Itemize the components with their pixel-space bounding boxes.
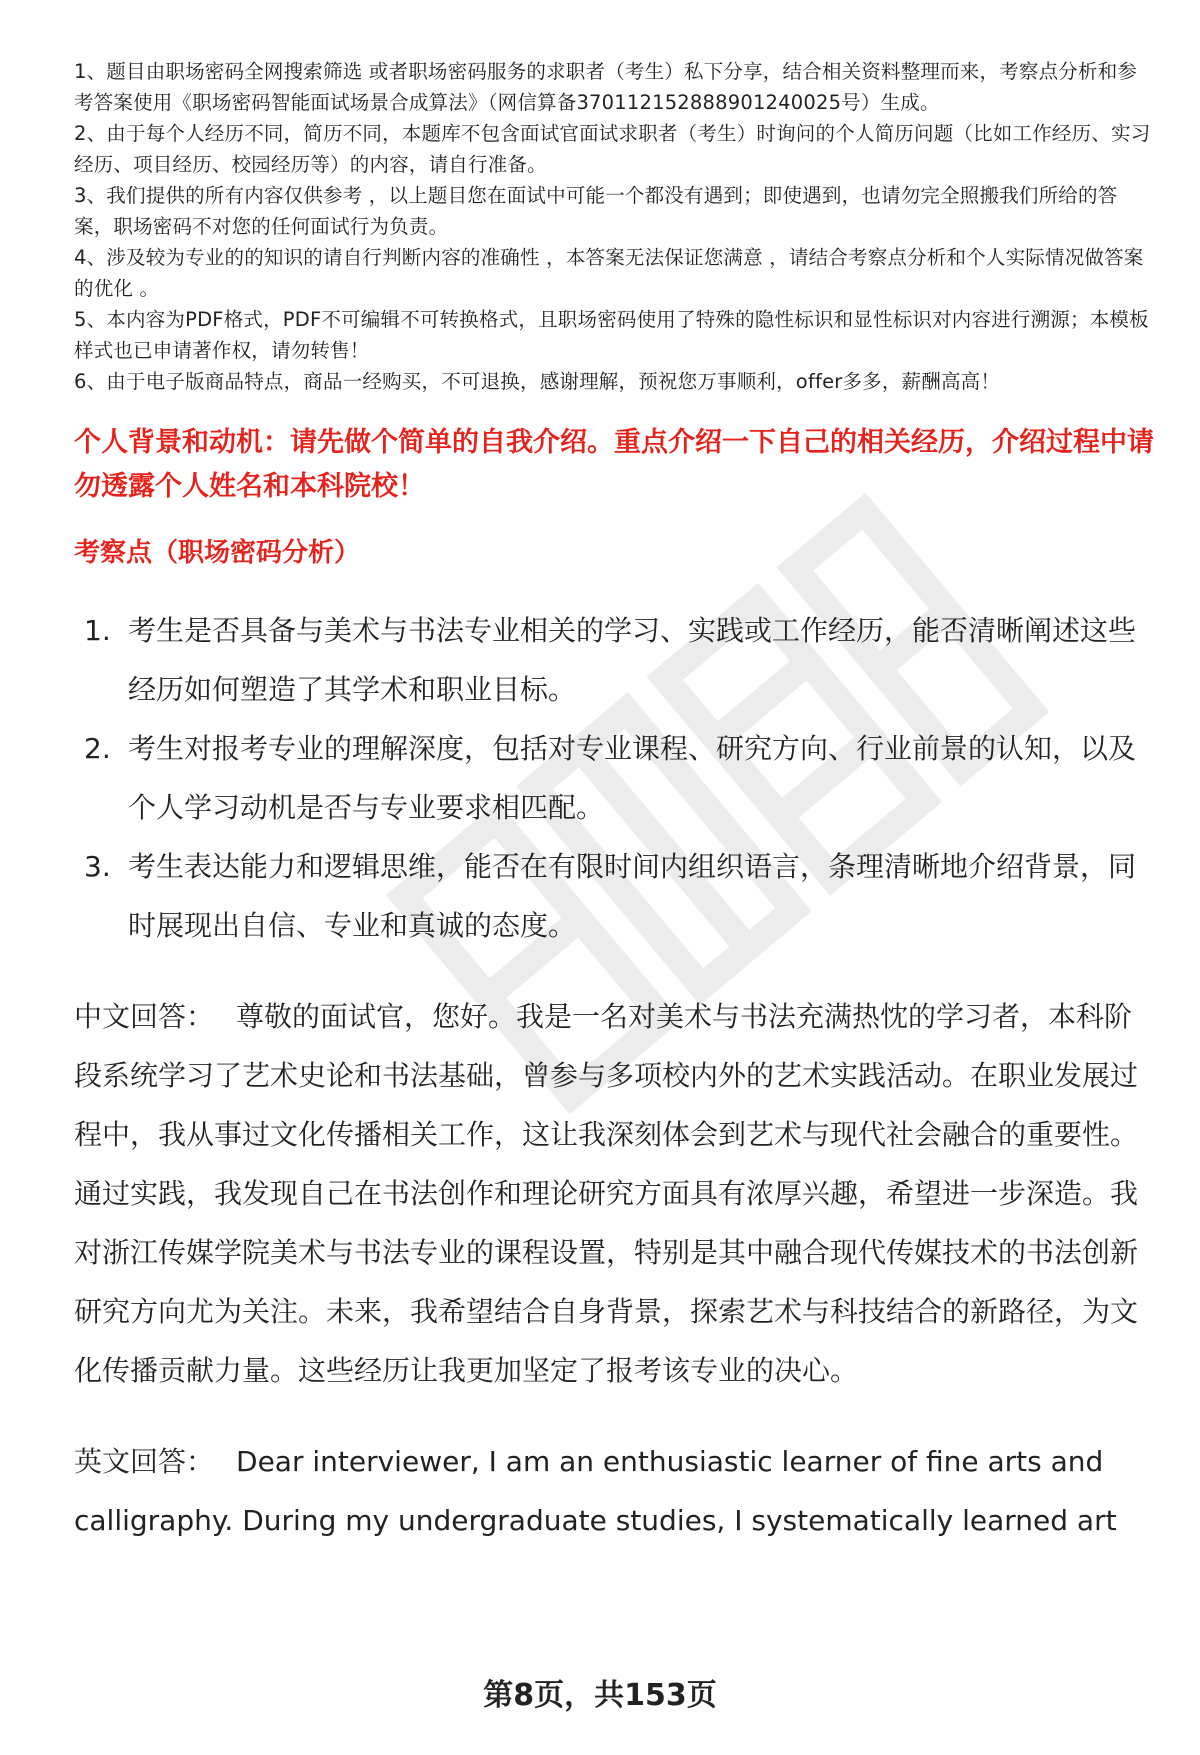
disclaimer-line-3: 3、我们提供的所有内容仅供参考 ，以上题目您在面试中可能一个都没有遇到；即使遇到，也请勿完全照搬我们所给的答案，职场密码不对您的任何面试行为负责。 [74,184,1118,238]
analysis-points-list [74,601,1154,955]
document-page [74,56,1154,1550]
analysis-title: 考察点（职场密码分析） [74,538,361,568]
point-number: 1. [84,614,111,647]
analysis-point [74,719,1154,837]
point-number: 3. [84,850,111,883]
english-answer-label: 英文回答： [74,1445,215,1478]
point-number: 2. [84,732,111,765]
page-number: 第8页，共153页 [483,1678,717,1713]
english-answer-text: Dear interviewer, I am an enthusiastic learner of fine arts and calligraphy. During my undergraduate studies, I systematically learned art [74,1445,1117,1537]
point-text: 考生是否具备与美术与书法专业相关的学习、实践或工作经历，能否清晰阐述这些经历如何塑造了其学术和职业目标。 [128,614,1137,706]
point-text: 考生表达能力和逻辑思维，能否在有限时间内组织语言，条理清晰地介绍背景，同时展现出自信、专业和真诚的态度。 [128,850,1137,942]
disclaimer-line-5: 5、本内容为PDF格式，PDF不可编辑不可转换格式，且职场密码使用了特殊的隐性标识和显性标识对内容进行溯源；本模板样式也已申请著作权，请勿转售！ [74,308,1149,362]
disclaimer-line-2: 2、由于每个人经历不同，简历不同，本题库不包含面试官面试求职者（考生）时询问的个人简历问题（比如工作经历、实习经历、项目经历、校园经历等）的内容，请自行准备。 [74,122,1151,176]
chinese-answer-label: 中文回答： [74,1000,215,1033]
point-text: 考生对报考专业的理解深度，包括对专业课程、研究方向、行业前景的认知，以及个人学习动机是否与专业要求相匹配。 [128,732,1137,824]
chinese-answer [74,987,1154,1400]
chinese-answer-text: 尊敬的面试官，您好。我是一名对美术与书法充满热忱的学习者，本科阶段系统学习了艺术史论和书法基础，曾参与多项校内外的艺术实践活动。在职业发展过程中，我从事过文化传播相关工作，这让我深刻体会到艺术与现代社会融合的重要性。通过实践，我发现自己在书法创作和理论研究方面具有浓厚兴趣，希望进一步深造。我对浙江传媒学院美术与书法专业的课程设置，特别是其中融合现代传媒技术的书法创新研究方向尤为关注。未来，我希望结合自身背景，探索艺术与科技结合的新路径，为文化传播贡献力量。这些经历让我更加坚定了报考该专业的决心。 [74,1000,1139,1387]
disclaimer-line-6: 6、由于电子版商品特点，商品一经购买，不可退换，感谢理解，预祝您万事顺利，offer多多，薪酬高高！ [74,370,1001,393]
interview-question: 个人背景和动机：请先做个简单的自我介绍。重点介绍一下自己的相关经历，介绍过程中请勿透露个人姓名和本科院校！ [74,427,1154,502]
analysis-point [74,837,1154,955]
english-answer [74,1432,1154,1550]
disclaimer-line-1: 1、题目由职场密码全网搜索筛选 或者职场密码服务的求职者（考生）私下分享，结合相关资料整理而来，考察点分析和参考答案使用《职场密码智能面试场景合成算法》（网信算备370112152888901240025号）生成。 [74,60,1138,114]
disclaimer-line-4: 4、涉及较为专业的的知识的请自行判断内容的准确性 ，本答案无法保证您满意 ，请结合考察点分析和个人实际情况做答案的优化 。 [74,246,1144,300]
disclaimer-block [74,56,1154,397]
analysis-point [74,601,1154,719]
